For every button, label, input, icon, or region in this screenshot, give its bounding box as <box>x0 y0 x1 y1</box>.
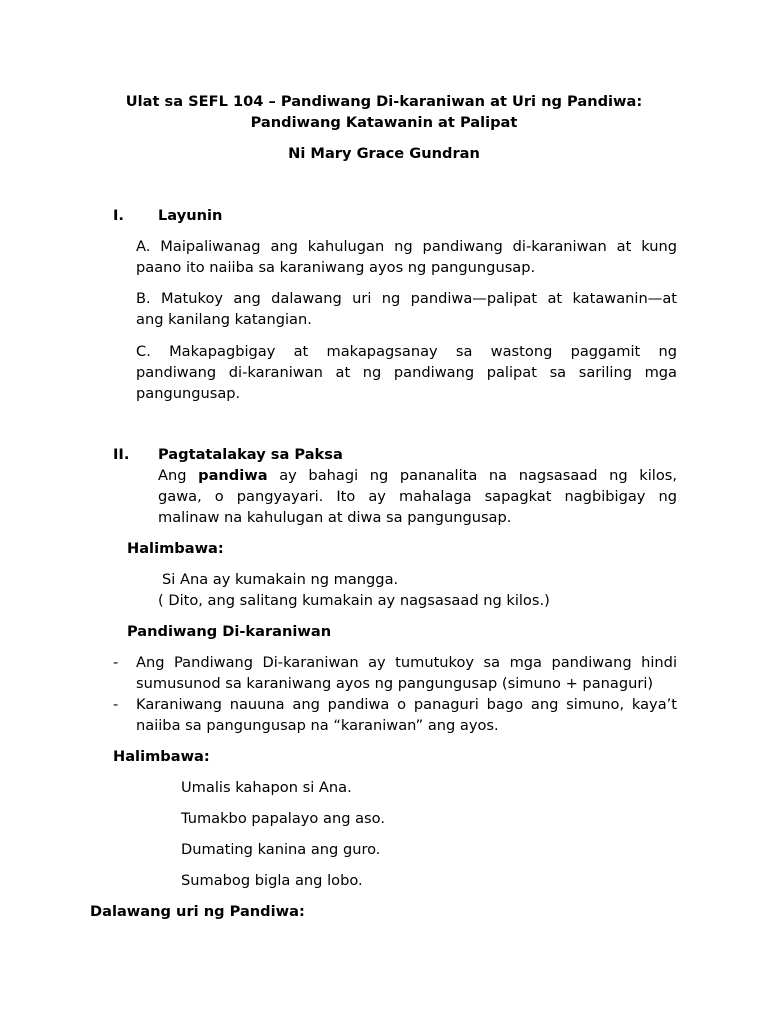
objective-c-line-1: C. Makapagbigay at makapagsanay sa wastong paggamit ng <box>136 343 677 360</box>
example-2-item-1: Umalis kahapon si Ana. <box>181 779 352 796</box>
section-2-number: II. <box>113 446 130 463</box>
bullet-1-line-2: sumusunod sa karaniwang ayos ng pangungusap (simuno + panaguri) <box>136 675 654 692</box>
objective-b-line-1: B. Matukoy ang dalawang uri ng pandiwa—palipat at katawanin—at <box>136 290 677 307</box>
title-line-1: Ulat sa SEFL 104 – Pandiwang Di-karaniwan at Uri ng Pandiwa: <box>125 93 643 110</box>
example-sentence: Si Ana ay kumakain ng mangga. <box>162 571 399 588</box>
bullet-2 <box>136 694 677 736</box>
intro-bold-term: pandiwa <box>198 467 268 484</box>
objective-a-line-2: paano ito naiiba sa karaniwang ayos ng pangungusap. <box>136 259 536 276</box>
final-heading: Dalawang uri ng Pandiwa: <box>90 903 305 920</box>
example-2-item-4: Sumabog bigla ang lobo. <box>181 872 363 889</box>
intro-pre: Ang <box>158 467 199 484</box>
example-heading: Halimbawa: <box>127 540 224 557</box>
objective-c-line-2: pandiwang di-karaniwan at ng pandiwang palipat sa sariling mga <box>136 364 677 381</box>
intro-line-2: gawa, o pangyayari. Ito ay mahalaga sapagkat nagbibigay ng <box>158 488 677 505</box>
intro-line-1 <box>158 465 677 486</box>
objective-c-line-3: pangungusap. <box>136 385 241 402</box>
title-line-2: Pandiwang Katawanin at Palipat <box>250 114 518 131</box>
intro-line-3: malinaw na kahulugan at diwa sa pangungusap. <box>158 509 512 526</box>
subheading-di-karaniwan: Pandiwang Di-karaniwan <box>127 623 332 640</box>
objective-c <box>136 341 677 404</box>
section-1-number: I. <box>113 207 124 224</box>
intro-post: ay bahagi ng pananalita na nagsasaad ng kilos, <box>267 467 677 484</box>
objective-a-line-1: A. Maipaliwanag ang kahulugan ng pandiwang di-karaniwan at kung <box>136 238 677 255</box>
bullet-1 <box>136 652 677 694</box>
author-line: Ni Mary Grace Gundran <box>288 145 480 162</box>
example-note: ( Dito, ang salitang kumakain ay nagsasaad ng kilos.) <box>158 592 550 609</box>
bullet-1-line-1: Ang Pandiwang Di-karaniwan ay tumutukoy sa mga pandiwang hindi <box>136 654 677 671</box>
objective-b-line-2: ang kanilang katangian. <box>136 311 312 328</box>
bullet-marker-2: - <box>113 696 119 713</box>
objective-a <box>136 236 677 278</box>
objective-b <box>136 288 677 330</box>
example-2-item-2: Tumakbo papalayo ang aso. <box>181 810 385 827</box>
section-2-heading: Pagtatalakay sa Paksa <box>158 446 343 463</box>
discussion-intro <box>158 465 677 528</box>
section-1-heading: Layunin <box>158 207 223 224</box>
bullet-2-line-2: naiiba sa pangungusap na “karaniwan” ang ayos. <box>136 717 499 734</box>
bullet-marker-1: - <box>113 654 119 671</box>
example-2-heading: Halimbawa: <box>113 748 210 765</box>
bullet-2-line-1: Karaniwang nauuna ang pandiwa o panaguri bago ang simuno, kaya’t <box>136 696 677 713</box>
example-2-item-3: Dumating kanina ang guro. <box>181 841 381 858</box>
